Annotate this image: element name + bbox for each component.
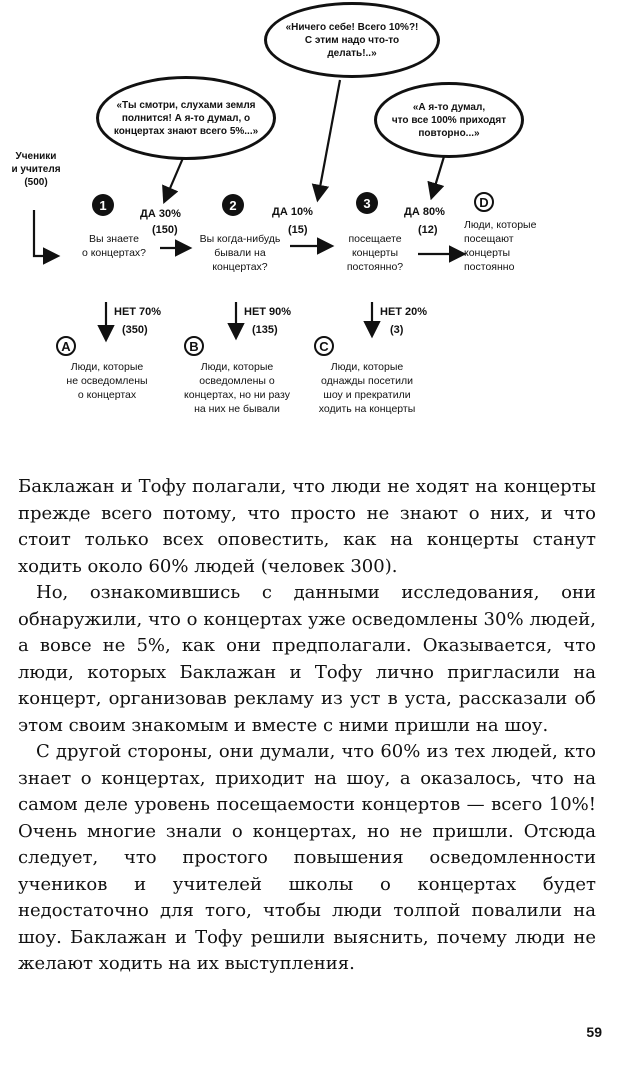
outcome-marker-c: C (314, 336, 334, 356)
step-yes-count-2: (15) (288, 224, 308, 236)
step-question-1: Вы знаете о концертах? (81, 233, 147, 259)
step-no-1: НЕТ 70% (114, 306, 162, 318)
step-marker-1: 1 (92, 194, 114, 216)
outcome-text-a: Люди, которые не осведомлены о концертах (66, 361, 148, 401)
step-marker-2: 2 (222, 194, 244, 216)
paragraph-3: С другой стороны, они думали, что 60% из тех людей, кто знает о концертах, приходит на шоу, а оказалось, что на самом деле уровень посещаемости концертов — всего 10%! Очень многие знали о концертах, но не пришли. Отсюда следует, что простого повышения осведомленности учеников и учителей школы о концертах будет недостаточно для того, чтобы люди толпой повалили на шоу. Баклажан и Тофу решили выяснить, почему люди не желают ходить на их выступления. (18, 741, 596, 974)
step-no-count-3: (3) (390, 324, 404, 336)
outcome-text-c: Люди, которые однажды посетили шоу и прекратили ходить на концерты (318, 361, 416, 415)
step-question-2: Вы когда-нибудь бывали на концертах? (199, 233, 281, 273)
step-yes-2: ДА 10% (272, 206, 313, 218)
speech-bubble-right: «А я-то думал, что все 100% приходят повторно...» (374, 82, 524, 158)
speech-bubble-left: «Ты смотри, слухами земля полнится! А я-то думал, о концертах знают всего 5%...» (96, 76, 276, 160)
step-marker-3: 3 (356, 192, 378, 214)
paragraph-2: Но, ознакомившись с данными исследования, они обнаружили, что о концертах уже осведомлены 30% людей, а вовсе не 5%, как они предполагали. Оказывается, что люди, которых Баклажан и Тофу лично пригласили на концерт, организовав рекламу из уст в уста, рассказали об этом своим знакомым и вместе с ними пришли на шоу. (18, 582, 596, 736)
arrow-bubble-left (165, 158, 183, 200)
outcome-marker-b: B (184, 336, 204, 356)
page-number: 59 (586, 1024, 602, 1040)
arrow-start (34, 210, 56, 256)
step-yes-count-1: (150) (152, 224, 178, 236)
outcome-text-b: Люди, которые осведомлены о концертах, но ни разу на них не бывали (184, 361, 290, 415)
flow-diagram (0, 0, 620, 450)
arrow-bubble-top (318, 80, 340, 198)
step-question-3: посещаете концерты постоянно? (346, 233, 404, 273)
outcome-text-d: Люди, которые посещают концерты постоянно (464, 219, 537, 273)
step-no-count-1: (350) (122, 324, 148, 336)
start-label: Ученики и учителя (500) (11, 151, 61, 188)
step-yes-count-3: (12) (418, 224, 438, 236)
step-no-3: НЕТ 20% (380, 306, 428, 318)
step-yes-1: ДА 30% (140, 208, 181, 220)
step-yes-3: ДА 80% (404, 206, 445, 218)
step-no-2: НЕТ 90% (244, 306, 292, 318)
paragraph-1: Баклажан и Тофу полагали, что люди не ходят на концерты прежде всего потому, что просто не знают о них, и что стоит только всех оповестить, как на концерты станут ходить около 60% людей (человек 300). (18, 476, 596, 577)
outcome-marker-a: A (56, 336, 76, 356)
speech-bubble-top: «Ничего себе! Всего 10%?! С этим надо что-то делать!..» (264, 2, 440, 78)
body-text (18, 474, 596, 978)
step-no-count-2: (135) (252, 324, 278, 336)
outcome-marker-d: D (474, 192, 494, 212)
